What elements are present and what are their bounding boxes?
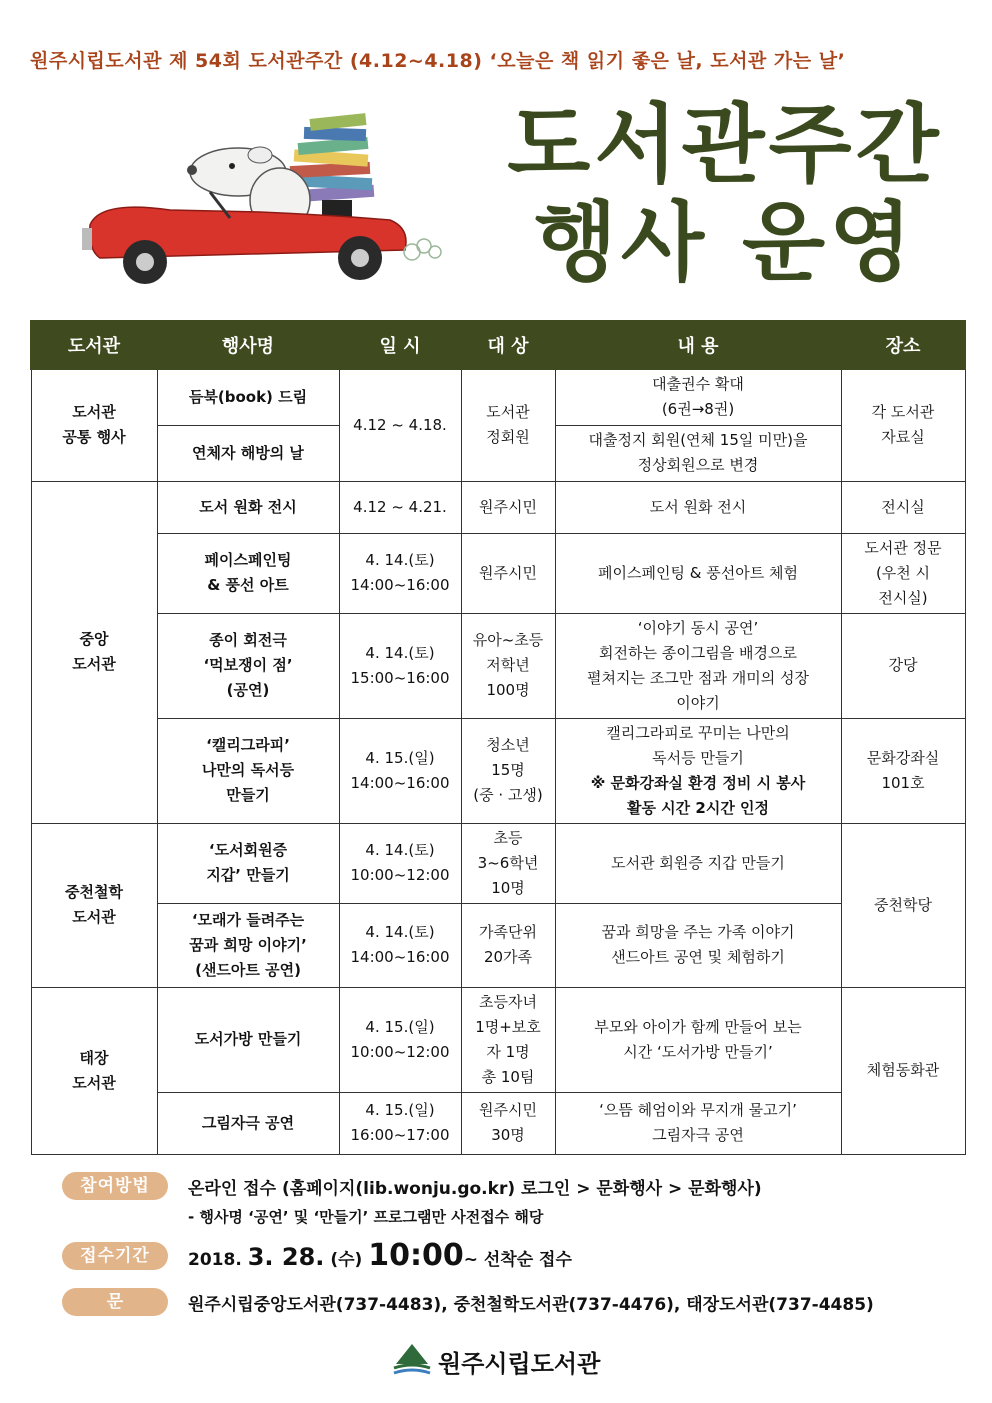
date-cell: 4. 15.(일) 10:00~12:00 [339,987,461,1092]
content-text: 캘리그라피로 꾸미는 나만의 독서등 만들기 [606,723,790,767]
page-title [490,95,960,293]
date-cell: 4. 15.(일) 16:00~17:00 [339,1092,461,1154]
target-cell: 청소년 15명 (중 · 고생) [461,718,555,823]
content-cell: ‘이야기 동시 공연’ 회전하는 종이그림을 배경으로 펼쳐지는 조그만 점과 개미의 성장 이야기 [555,613,841,718]
place-cell: 강당 [841,613,965,718]
exhaust-cloud-icon [404,239,441,260]
content-note: ※ 문화강좌실 환경 정비 시 봉사 활동 시간 2시간 인정 [590,773,806,817]
header-subtitle: 원주시립도서관 제 54회 도서관주간 (4.12~4.18) ‘오늘은 책 읽기 좋은 날, 도서관 가는 날’ [30,50,846,72]
event-name-cell: 듬북(book) 드림 [157,369,339,425]
period-time: 10:00 [368,1238,464,1273]
content-cell: ‘으뜸 헤엄이와 무지개 물고기’ 그림자극 공연 [555,1092,841,1154]
footer-logo [392,1340,612,1380]
page-title-line2: 행사 운영 [533,193,917,293]
event-name-cell: 그림자극 공연 [157,1092,339,1154]
date-cell: 4.12 ~ 4.18. [339,369,461,481]
content-cell: 페이스페인팅 & 풍선아트 체험 [555,533,841,613]
target-cell: 원주시민 [461,481,555,533]
event-name-cell: 도서가방 만들기 [157,987,339,1092]
col-header-target: 대 상 [461,321,555,369]
date-cell: 4. 14.(토) 15:00~16:00 [339,613,461,718]
event-name-cell: 종이 회전극 ‘먹보쟁이 점’ (공연) [157,613,339,718]
table-row [31,613,965,718]
target-cell: 원주시민 30명 [461,1092,555,1154]
table-row [31,533,965,613]
contact-label: 문 의 [62,1288,168,1316]
participation-section [62,1172,962,1232]
table-row [31,718,965,823]
target-cell: 초등 3~6학년 10명 [461,823,555,903]
date-cell: 4. 14.(토) 14:00~16:00 [339,903,461,987]
place-cell: 전시실 [841,481,965,533]
place-cell: 문화강좌실 101호 [841,718,965,823]
period-date: 3. 28. [247,1243,325,1271]
content-cell: 대출권수 확대 (6권→8권) [555,369,841,425]
period-day: (수) [330,1250,363,1270]
contact-text: 원주시립중앙도서관(737-4483), 중천철학도서관(737-4476), 태장도서관(737-4485) [188,1295,874,1315]
events-table [30,320,966,1155]
place-cell: 중천학당 [841,823,965,987]
target-cell: 가족단위 20가족 [461,903,555,987]
content-cell: 꿈과 희망을 주는 가족 이야기 샌드아트 공연 및 체험하기 [555,903,841,987]
table-header-row [31,321,965,369]
content-cell: 부모와 아이가 함께 만들어 보는 시간 ‘도서가방 만들기’ [555,987,841,1092]
page-title-line1: 도서관주간 [507,95,943,195]
content-cell: 대출정지 회원(연체 15일 미만)을 정상회원으로 변경 [555,425,841,481]
place-cell: 도서관 정문 (우천 시 전시실) [841,533,965,613]
target-cell: 초등자녀 1명+보호 자 1명 총 10팀 [461,987,555,1092]
date-cell: 4. 14.(토) 10:00~12:00 [339,823,461,903]
table-row [31,1092,965,1154]
participation-note: - 행사명 ‘공연’ 및 ‘만들기’ 프로그램만 사전접수 해당 [188,1208,544,1226]
col-header-place: 장소 [841,321,965,369]
event-name-cell: ‘캘리그라피’ 나만의 독서등 만들기 [157,718,339,823]
date-cell: 4.12 ~ 4.21. [339,481,461,533]
date-cell: 4. 15.(일) 14:00~16:00 [339,718,461,823]
content-cell: 도서관 회원증 지갑 만들기 [555,823,841,903]
place-cell: 각 도서관 자료실 [841,369,965,481]
col-header-date: 일 시 [339,321,461,369]
date-cell: 4. 14.(토) 14:00~16:00 [339,533,461,613]
table-row [31,823,965,903]
footer-logo-text: 원주시립도서관 [438,1350,601,1378]
period-label: 접수기간 [62,1242,168,1270]
event-name-cell: 연체자 해방의 날 [157,425,339,481]
col-header-content: 내 용 [555,321,841,369]
content-cell [555,718,841,823]
table-row [31,369,965,425]
table-row [31,481,965,533]
target-cell: 원주시민 [461,533,555,613]
participation-text: 온라인 접수 (홈페이지(lib.wonju.go.kr) 로그인 > 문화행사 > 문화행사) [188,1179,762,1199]
library-cell: 중앙 도서관 [31,481,157,823]
table-row [31,987,965,1092]
col-header-library: 도서관 [31,321,157,369]
library-cell: 중천철학 도서관 [31,823,157,987]
event-name-cell: 페이스페인팅 & 풍선 아트 [157,533,339,613]
target-cell: 유아~초등 저학년 100명 [461,613,555,718]
library-cell: 도서관 공통 행사 [31,369,157,481]
place-cell: 체험동화관 [841,987,965,1154]
period-year: 2018. [188,1250,242,1270]
target-cell: 도서관 정회원 [461,369,555,481]
content-cell: 도서 원화 전시 [555,481,841,533]
period-text [188,1238,572,1273]
period-section [62,1238,962,1278]
period-suffix: ~ 선착순 접수 [463,1250,572,1270]
contact-section [62,1288,962,1340]
event-name-cell: ‘모래가 들려주는 꿈과 희망 이야기’ (샌드아트 공연) [157,903,339,987]
event-name-cell: ‘도서회원증 지갑’ 만들기 [157,823,339,903]
library-logo-icon [392,1340,432,1378]
red-car-icon [82,192,406,284]
event-name-cell: 도서 원화 전시 [157,481,339,533]
car-mouse-illustration [60,100,450,300]
participation-label: 참여방법 [62,1172,168,1200]
col-header-event: 행사명 [157,321,339,369]
library-cell: 태장 도서관 [31,987,157,1154]
table-row [31,903,965,987]
